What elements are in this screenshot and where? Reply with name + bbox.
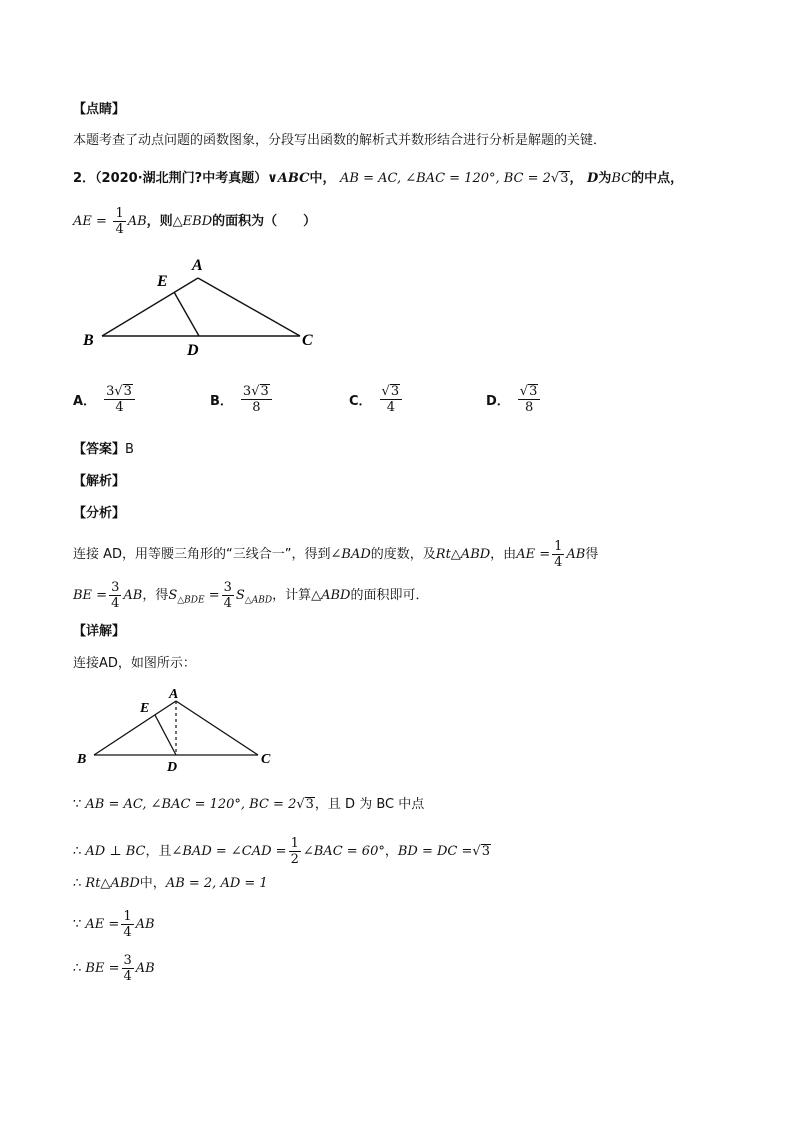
detail-line-3: ∴ Rt△ABD中，AB = 2, AD = 1 bbox=[73, 876, 268, 891]
figure-triangle-2 bbox=[74, 684, 284, 780]
d-var: D bbox=[587, 171, 599, 186]
fraction-3-4-c: $\frac{3}{4}$ bbox=[123, 953, 132, 984]
label-b: B bbox=[83, 332, 94, 349]
dianjing-heading: 【点睛】 bbox=[73, 102, 126, 117]
question-stem bbox=[73, 169, 683, 189]
segment-ed-2 bbox=[155, 715, 176, 755]
dianjing-text: 本题考查了动点问题的函数图象，分段写出函数的解析式并数形结合进行分析是解题的关键． bbox=[73, 133, 607, 148]
side-ac bbox=[198, 278, 300, 336]
option-d[interactable]: D． $\frac{√3}{8}$ bbox=[486, 384, 542, 415]
label-a-2: A bbox=[169, 687, 179, 702]
label-d-2: D bbox=[167, 760, 178, 775]
fraction-3-4-b: $\frac{3}{4}$ bbox=[223, 580, 232, 611]
fraction-1-4-c: $\frac{1}{4}$ bbox=[123, 909, 132, 940]
sqrt3: √3 bbox=[550, 171, 569, 186]
wei: 为 bbox=[598, 171, 612, 186]
jiexi-heading: 【解析】 bbox=[73, 474, 126, 489]
fenxi-heading: 【分析】 bbox=[73, 506, 126, 521]
option-c-value: $\frac{√3}{4}$ bbox=[380, 384, 403, 415]
ae-label: AE = bbox=[73, 214, 107, 229]
side-ba bbox=[102, 278, 198, 336]
analysis-line-2: BE = $\frac{3}{4}$ AB，得$S_{\triangle BDE}$ = $\frac{3}{4}$ $S_{\triangle ABD}$，计算△ABD的面积即可． bbox=[73, 580, 429, 611]
option-d-value: $\frac{√3}{8}$ bbox=[518, 384, 541, 415]
question-zhong: 中， bbox=[309, 171, 336, 186]
figure-triangle-1 bbox=[80, 252, 320, 362]
midpoint: 的中点， bbox=[631, 171, 684, 186]
triangle-name: ABC bbox=[277, 171, 310, 186]
detail-line-4: ∵ AE = $\frac{1}{4}$ AB bbox=[73, 909, 155, 940]
side-ac-2 bbox=[176, 701, 258, 755]
ebd-label: EBD bbox=[182, 214, 213, 229]
xiangjie-heading: 【详解】 bbox=[73, 624, 126, 639]
label-b-2: B bbox=[77, 752, 87, 767]
comma: ， bbox=[569, 171, 583, 186]
question-stem-2 bbox=[73, 206, 316, 237]
detail-line-2: ∴ AD ⊥ BC，且∠BAD = ∠CAD = $\frac{1}{2}$ ∠BAC = 60°，BD = DC =√3 bbox=[73, 836, 490, 867]
detail-sqrt3-b: √3 bbox=[472, 844, 490, 859]
label-d: D bbox=[187, 342, 199, 359]
answer-heading: 【答案】 bbox=[73, 442, 126, 457]
label-e-2: E bbox=[140, 701, 150, 716]
bc: BC bbox=[611, 171, 632, 186]
analysis-line-1: 连接 AD，用等腰三角形的“三线合一”，得到∠BAD的度数，及Rt△ABD，由AE = $\frac{1}{4}$ AB得 bbox=[73, 539, 599, 570]
answer-value: B bbox=[125, 442, 134, 457]
fraction-1-4: $\frac{1}{4}$ bbox=[115, 206, 124, 237]
label-c-2: C bbox=[261, 752, 271, 767]
triangle-symbol: ∨ bbox=[267, 171, 278, 186]
given-math: AB = AC, ∠BAC = 120°, BC = 2 bbox=[340, 171, 551, 186]
fraction-3-4: $\frac{3}{4}$ bbox=[111, 580, 120, 611]
detail-line-1: ∵ AB = AC, ∠BAC = 120°, BC = 2√3，且 D 为 BC 中点 bbox=[73, 795, 424, 815]
option-b-value: $\frac{3√3}{8}$ bbox=[241, 384, 272, 415]
question-source: （2020·湖北荆门?中考真题） bbox=[95, 171, 268, 186]
detail-sqrt3-a: √3 bbox=[296, 797, 314, 812]
fraction-1-4-b: $\frac{1}{4}$ bbox=[554, 539, 563, 570]
option-b[interactable]: B． $\frac{3√3}{8}$ bbox=[210, 384, 274, 415]
area-is: 的面积为（ ） bbox=[212, 214, 317, 229]
ab-label: AB bbox=[127, 214, 147, 229]
label-c: C bbox=[302, 332, 313, 349]
side-ba-2 bbox=[94, 701, 176, 755]
answer-line bbox=[73, 440, 134, 460]
question-number: 2． bbox=[73, 171, 96, 186]
detail-line-5: ∴ BE = $\frac{3}{4}$ AB bbox=[73, 953, 155, 984]
then-text: ，则△ bbox=[146, 214, 183, 229]
option-a-value: $\frac{3√3}{4}$ bbox=[104, 384, 135, 415]
option-a[interactable]: A． $\frac{3√3}{4}$ bbox=[73, 384, 137, 415]
segment-ed bbox=[174, 292, 199, 336]
label-a: A bbox=[192, 257, 203, 274]
option-c[interactable]: C． $\frac{√3}{4}$ bbox=[349, 384, 404, 415]
xiangjie-intro: 连接AD，如图所示： bbox=[73, 656, 196, 671]
label-e: E bbox=[157, 273, 168, 290]
fraction-1-2: $\frac{1}{2}$ bbox=[290, 836, 299, 867]
